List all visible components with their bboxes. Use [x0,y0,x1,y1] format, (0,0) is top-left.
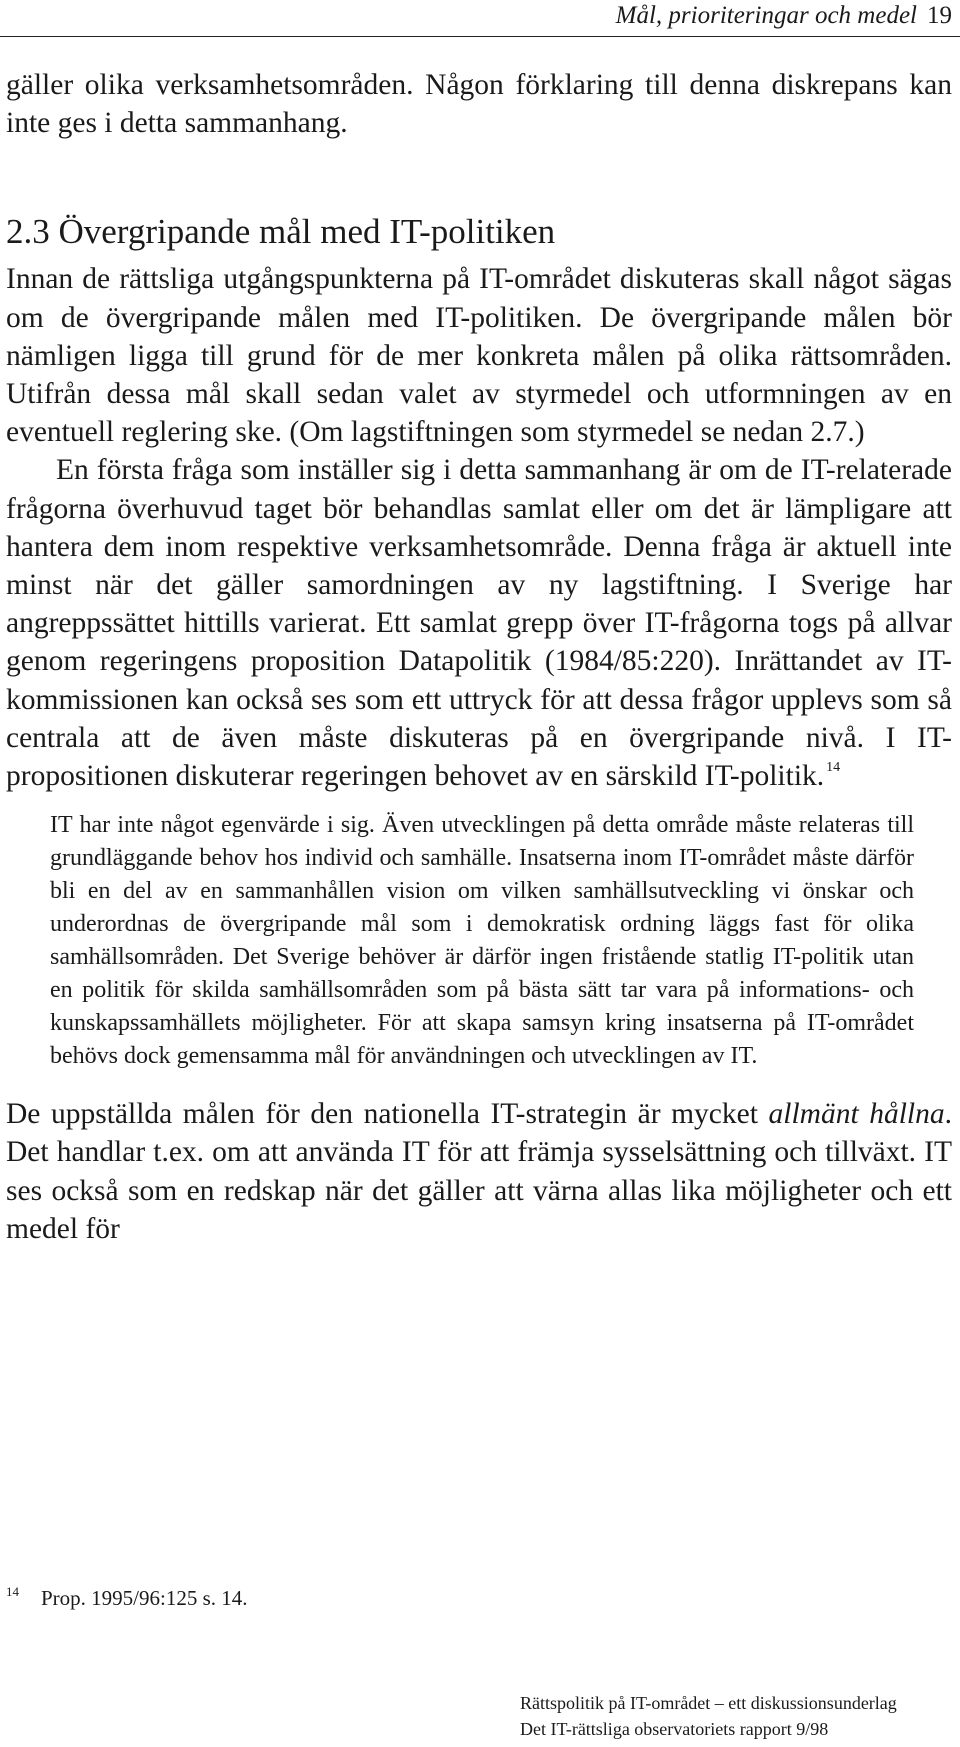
footnote-ref[interactable]: 14 [826,760,841,776]
block-quote: IT har inte något egenvärde i sig. Även utvecklingen på detta område måste relateras till grundläggande behov hos individ och samhälle. Insatserna inom IT-området måste därför bli en del av en sammanhållen vision om vilken samhällsutveckling vi önskar och underordnas de övergripande mål som i demokratisk ordning läggs fast för olika samhällsområden. Det Sverige behöver är därför ingen fristående statlig IT-politik utan en politik för skilda samhällsområden som på bästa sätt tar vara på informations- och kunskapssamhällets möjligheter. För att skapa samsyn kring insatserna på IT-området behövs dock gemensamma mål för användningen och utvecklingen av IT. [50,812,914,1070]
footnote [6,1586,248,1611]
footnote-number: 14 [6,1584,19,1599]
paragraph-3 [6,1095,952,1248]
continued-paragraph: gäller olika verksamhetsområden. Någon förklaring till denna diskrepans kan inte ges i detta sammanhang. [6,69,952,140]
emphasis-text: allmänt hållna [768,1098,945,1131]
chapter-title: Mål, prioriteringar och medel [615,2,917,29]
footer-line-2: Det IT-rättsliga observatoriets rapport 9/98 [520,1719,829,1739]
running-header [0,0,960,37]
paragraph-3-start: De uppställda målen för den nationella IT-strategin är mycket [6,1098,758,1131]
section-heading: 2.3 Övergripande mål med IT-politiken [6,212,556,252]
page-number: 19 [927,2,952,29]
footnote-text: Prop. 1995/96:125 s. 14. [41,1586,248,1610]
paragraph-1: Innan de rättsliga utgångspunkterna på IT-området diskuteras skall något sägas om de övergripande målen med IT-politiken. De övergripande målen bör nämligen ligga till grund för de mer konkreta målen på olika rättsområden. Utifrån dessa mål skall sedan valet av styrmedel och utformningen av en eventuell reglering ske. (Om lagstiftningen som styrmedel se nedan 2.7.) [6,263,952,449]
paragraph-3-rest: . Det handlar t.ex. om att använda IT för att främja sysselsättning och tillväxt. IT ses också som en redskap när det gäller att värna allas lika möjligheter och ett medel för [6,1098,952,1245]
page-body [6,66,952,1248]
paragraph-2 [6,451,952,795]
footer-line-1: Rättspolitik på IT-området – ett diskussionsunderlag [520,1693,897,1713]
header-text [616,2,952,30]
paragraph-2-text: En första fråga som inställer sig i detta sammanhang är om de IT-relaterade frågorna överhuvud taget bör behandlas samlat eller om det är lämpligare att hantera dem inom respektive verksamhetsområde. Denna fråga är aktuell inte minst när det gäller samordningen av ny lagstiftning. I Sverige har angreppssättet hittills varierat. Ett samlat grepp över IT-frågorna togs på allvar genom regeringens proposition Datapolitik (1984/85:220). Inrättandet av IT-kommissionen kan också ses som ett uttryck för att dessa frågor upplevs som så centrala att de även måste diskuteras på en övergripande nivå. I IT-propositionen diskuterar regeringen behovet av en särskild IT-politik. [6,454,952,793]
page-footer [0,1690,960,1742]
